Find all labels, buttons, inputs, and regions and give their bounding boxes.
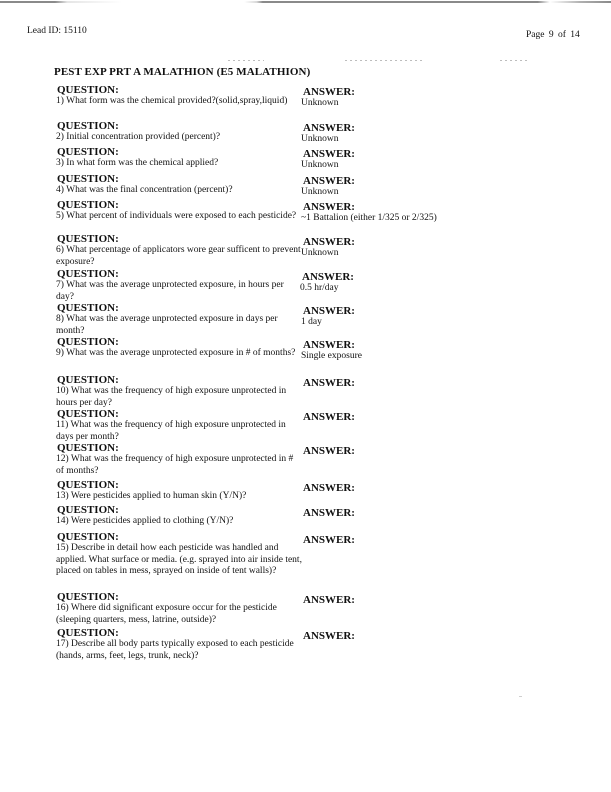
question-label: QUESTION: (57, 504, 119, 516)
answer-text: 0.5 hr/day (300, 283, 339, 293)
answer-label: ANSWER: (302, 271, 354, 283)
answer-label: ANSWER: (303, 594, 355, 606)
question-text: 12) What was the frequency of high exposure unprotected in # of months? (56, 454, 294, 476)
question-text: 16) Where did significant exposure occur for the pesticide (sleeping quarters, mess, latrine, outside)? (56, 603, 277, 625)
question-text: 13) Were pesticides applied to human skin (Y/N)? (56, 491, 247, 501)
answer-label: ANSWER: (303, 377, 355, 389)
answer-label: ANSWER: (303, 630, 355, 642)
answer-label: ANSWER: (303, 411, 355, 423)
question-label: QUESTION: (57, 146, 119, 158)
question-label: QUESTION: (57, 591, 119, 603)
answer-text: Unknown (301, 187, 339, 197)
question-label: QUESTION: (57, 479, 119, 491)
answer-text: ~1 Battalion (either 1/325 or 2/325) (301, 213, 437, 223)
answer-label: ANSWER: (303, 339, 355, 351)
question-label: QUESTION: (57, 302, 119, 314)
answer-label: ANSWER: (303, 86, 355, 98)
answer-label: ANSWER: (303, 534, 355, 546)
section-title: PEST EXP PRT A MALATHION (E5 MALATHION) (54, 66, 311, 78)
question-label: QUESTION: (57, 408, 119, 420)
scan-artifact (519, 696, 522, 697)
question-label: QUESTION: (57, 233, 119, 245)
question-label: QUESTION: (57, 374, 119, 386)
question-label: QUESTION: (57, 268, 119, 280)
question-text: 6) What percentage of applicators wore gear sufficent to prevent exposure? (56, 245, 301, 267)
question-label: QUESTION: (57, 531, 119, 543)
scan-artifact (228, 60, 264, 61)
answer-text: Unknown (301, 134, 339, 144)
question-text: 5) What percent of individuals were exposed to each pesticide? (56, 211, 297, 221)
scan-artifact (345, 60, 425, 61)
answer-label: ANSWER: (303, 236, 355, 248)
question-label: QUESTION: (57, 627, 119, 639)
question-label: QUESTION: (57, 442, 119, 454)
answer-label: ANSWER: (303, 482, 355, 494)
answer-label: ANSWER: (303, 148, 355, 160)
answer-text: Unknown (301, 98, 339, 108)
answer-label: ANSWER: (303, 201, 355, 213)
question-label: QUESTION: (57, 84, 119, 96)
question-label: QUESTION: (57, 173, 119, 185)
question-label: QUESTION: (57, 336, 119, 348)
answer-label: ANSWER: (303, 305, 355, 317)
question-text: 11) What was the frequency of high exposure unprotected in days per month? (56, 420, 286, 442)
answer-label: ANSWER: (303, 445, 355, 457)
question-text: 3) In what form was the chemical applied? (56, 158, 219, 168)
scan-border-line (0, 1, 611, 3)
answer-label: ANSWER: (303, 175, 355, 187)
answer-text: Unknown (301, 248, 339, 258)
question-label: QUESTION: (57, 120, 119, 132)
question-text: 15) Describe in detail how each pesticide was handled and applied. What surface or media. (e.g. sprayed into air inside tent, placed on tables in mess, sprayed on inside of tent walls)? (56, 543, 302, 576)
question-text: 14) Were pesticides applied to clothing (Y/N)? (56, 516, 234, 526)
question-text: 8) What was the average unprotected exposure in days per month? (56, 314, 278, 336)
lead-id: Lead ID: 15110 (27, 26, 87, 36)
question-text: 10) What was the frequency of high exposure unprotected in hours per day? (56, 386, 287, 408)
question-text: 1) What form was the chemical provided?(solid,spray,liquid) (56, 96, 288, 106)
answer-label: ANSWER: (303, 507, 355, 519)
answer-text: Single exposure (301, 351, 362, 361)
question-text: 17) Describe all body parts typically exposed to each pesticide (hands, arms, feet, legs, trunk, neck)? (56, 639, 294, 661)
answer-label: ANSWER: (303, 122, 355, 134)
question-text: 7) What was the average unprotected exposure, in hours per day? (56, 280, 284, 302)
question-text: 2) Initial concentration provided (percent)? (56, 132, 221, 142)
answer-text: Unknown (301, 160, 339, 170)
answer-text: 1 day (301, 317, 322, 327)
question-label: QUESTION: (57, 199, 119, 211)
page-number: Page 9 of 14 (526, 30, 580, 40)
question-text: 9) What was the average unprotected exposure in # of months? (56, 348, 296, 358)
scan-artifact (500, 60, 530, 61)
question-text: 4) What was the final concentration (percent)? (56, 185, 233, 195)
